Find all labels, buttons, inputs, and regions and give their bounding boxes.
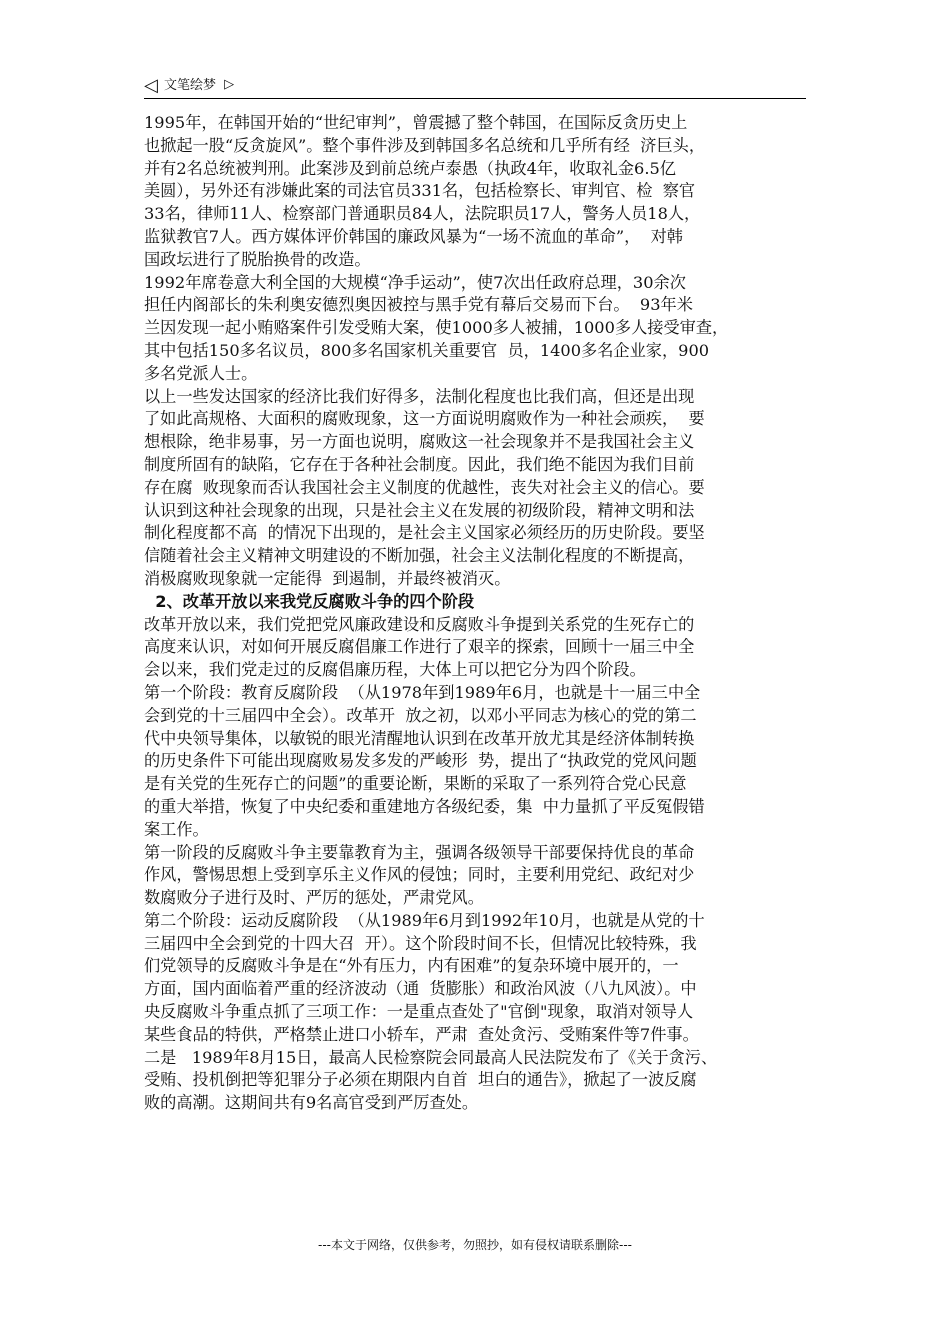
text-line: 受贿、投机倒把等犯罪分子必须在期限内自首 坦白的通告》，掀起了一波反腐 (144, 1070, 697, 1090)
text-line: 并有2名总统被判刑。此案涉及到前总统卢泰愚（执政4年，收取礼金6.5亿 (144, 158, 676, 178)
text-line: 三届四中全会到党的十四大召 开）。这个阶段时间不长，但情况比较特殊，我 (144, 933, 697, 953)
text-line: 会以来，我们党走过的反腐倡廉历程，大体上可以把它分为四个阶段。 (144, 660, 646, 680)
text-line: 代中央领导集体，以敏锐的眼光清醒地认识到在改革开放尤其是经济体制转换 (144, 728, 695, 748)
text-line: 了如此高规格、大面积的腐败现象，这一方面说明腐败作为一种社会顽疾， 要 (144, 409, 705, 429)
text-line: 信随着社会主义精神文明建设的不断加强，社会主义法制化程度的不断提高， (144, 546, 695, 566)
text-line: 1995年，在韩国开始的“世纪审判”，曾震撼了整个韩国，在国际反贪历史上 (144, 113, 688, 132)
text-line: 以上一些发达国家的经济比我们好得多，法制化程度也比我们高，但还是出现 (144, 386, 695, 406)
text-line: 会到党的十三届四中全会）。改革开 放之初，以邓小平同志为核心的党的第二 (144, 705, 697, 725)
text-line: 高度来认识，对如何开展反腐倡廉工作进行了艰辛的探索，回顾十一届三中全 (144, 637, 695, 657)
text-line: 制度所固有的缺陷，它存在于各种社会制度。因此，我们绝不能因为我们目前 (144, 454, 695, 474)
text-line: 第一阶段的反腐败斗争主要靠教育为主，强调各级领导干部要保持优良的革命 (144, 842, 695, 862)
text-line: 多名党派人士。 (144, 363, 258, 383)
text-line: 某些食品的特供，严格禁止进口小轿车，严肃 查处贪污、受贿案件等7件事。 (144, 1024, 699, 1044)
text-line: 数腐败分子进行及时、严厉的惩处，严肃党风。 (144, 888, 484, 908)
text-line: 案工作。 (144, 819, 209, 839)
section-heading: 2、改革开放以来我党反腐败斗争的四个阶段 (144, 591, 475, 611)
text-line: 33名，律师11人、检察部门普通职员84人，法院职员17人，警务人员18人， (144, 204, 701, 224)
text-line: 美圆），另外还有涉嫌此案的司法官员331名，包括检察长、审判官、检 察官 (144, 181, 696, 201)
text-line: 监狱教官7人。西方媒体评价韩国的廉政风暴为“一场不流血的革命”， 对韩 (144, 226, 683, 246)
text-line: 制化程度都不高 的情况下出现的，是社会主义国家必须经历的历史阶段。要坚 (144, 523, 705, 543)
page-header (144, 74, 806, 99)
text-line: 方面，国内面临着严重的经济波动（通 货膨胀）和政治风波（八九风波）。中 (144, 979, 697, 999)
text-line: 作风，警惕思想上受到享乐主义作风的侵蚀；同时，主要利用党纪、政纪对少 (144, 865, 695, 885)
page-footer-disclaimer: ---本文于网络，仅供参考，勿照抄，如有侵权请联系删除--- (318, 1238, 632, 1252)
text-line: 的历史条件下可能出现腐败易发多发的严峻形 势，提出了“执政党的党风问题 (144, 751, 697, 771)
text-line: 央反腐败斗争重点抓了三项工作：一是重点查处了"官倒"现象，取消对领导人 (144, 1002, 694, 1022)
text-line: 的重大举措，恢复了中央纪委和重建地方各级纪委，集 中力量抓了平反冤假错 (144, 796, 705, 816)
text-line: 国政坛进行了脱胎换骨的改造。 (144, 249, 371, 269)
text-line: 认识到这种社会现象的出现，只是社会主义在发展的初级阶段，精神文明和法 (144, 500, 695, 520)
text-line: 想根除，绝非易事，另一方面也说明，腐败这一社会现象并不是我国社会主义 (144, 432, 695, 452)
text-line: 兰因发现一起小贿赂案件引发受贿大案，使1000多人被捕，1000多人接受审查， (144, 318, 729, 338)
text-line: 们党领导的反腐败斗争是在“外有压力，内有困难”的复杂环境中展开的，一 (144, 956, 679, 976)
text-line: 二是 1989年8月15日，最高人民检察院会同最高人民法院发布了《关于贪污、 (144, 1047, 718, 1067)
text-line: 存在腐 败现象而否认我国社会主义制度的优越性，丧失对社会主义的信心。要 (144, 477, 705, 497)
text-line: 第二个阶段：运动反腐阶段 （从1989年6月到1992年10月，也就是从党的十 (144, 910, 705, 930)
text-line: 改革开放以来，我们党把党风廉政建设和反腐败斗争提到关系党的生死存亡的 (144, 614, 695, 634)
right-triangle-icon: ▷ (224, 77, 235, 92)
text-line: 是有关党的生死存亡的问题”的重要论断，果断的采取了一系列符合党心民意 (144, 774, 687, 794)
document-body (144, 112, 819, 1115)
text-line: 也掀起一股“反贪旋风”。整个事件涉及到韩国多名总统和几乎所有经 济巨头， (144, 135, 706, 155)
text-line: 消极腐败现象就一定能得 到遏制，并最终被消灭。 (144, 568, 511, 588)
left-triangle-icon: ◁ (144, 75, 158, 96)
text-line: 1992年席卷意大利全国的大规模“净手运动”，使7次出任政府总理，30余次 (144, 272, 686, 292)
text-line: 败的高潮。这期间共有9名高官受到严厉查处。 (144, 1093, 479, 1113)
brand-name: 文笔绘梦 (163, 78, 216, 93)
text-line: 第一个阶段：教育反腐阶段 （从1978年到1989年6月，也就是十一届三中全 (144, 682, 701, 702)
text-line: 其中包括150多名议员，800多名国家机关重要官 员，1400多名企业家，900 (144, 340, 710, 360)
text-line: 担任内阁部长的朱利奥安德烈奥因被控与黑手党有幕后交易而下台。 93年米 (144, 295, 693, 315)
